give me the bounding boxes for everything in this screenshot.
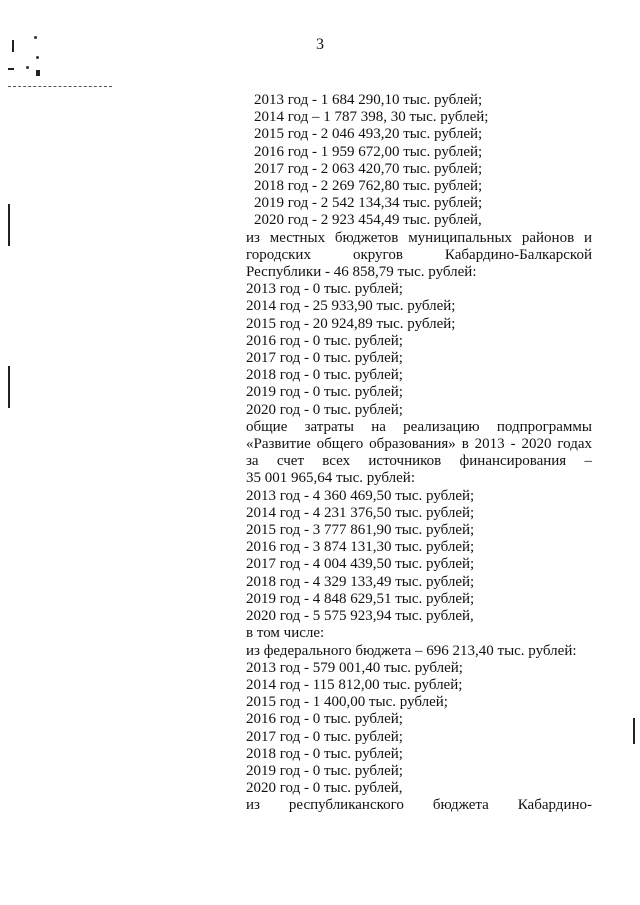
text-line: 2015 год - 2 046 493,20 тыс. рублей; xyxy=(254,126,483,143)
text-line: 2019 год - 2 542 134,34 тыс. рублей; xyxy=(254,195,483,212)
text-line: Республики - 46 858,79 тыс. рублей: xyxy=(246,264,477,281)
text-line: 2019 год - 0 тыс. рублей; xyxy=(246,762,403,779)
text-line: 2013 год - 0 тыс. рублей; xyxy=(246,281,403,298)
document-body xyxy=(246,92,592,815)
text-line: 2020 год - 5 575 923,94 тыс. рублей, xyxy=(246,608,474,625)
text-line: из федерального бюджета – 696 213,40 тыс. рублей: xyxy=(246,642,577,659)
text-line: 2020 год - 2 923 454,49 тыс. рублей, xyxy=(254,212,482,229)
page-number: 3 xyxy=(316,36,324,53)
text-line: 2020 год - 0 тыс. рублей, xyxy=(246,780,403,797)
text-line: 2018 год - 4 329 133,49 тыс. рублей; xyxy=(246,573,475,590)
text-line: городских округов Кабардино-Балкарской xyxy=(246,246,592,263)
text-line: 2017 год - 0 тыс. рублей; xyxy=(246,728,403,745)
text-line: 2019 год - 0 тыс. рублей; xyxy=(246,384,403,401)
text-line: 2020 год - 0 тыс. рублей; xyxy=(246,401,403,418)
text-line: 35 001 965,64 тыс. рублей: xyxy=(246,470,415,487)
text-line: из республиканского бюджета Кабардино- xyxy=(246,797,592,814)
text-line: 2013 год - 1 684 290,10 тыс. рублей; xyxy=(254,92,483,108)
text-line: 2018 год - 0 тыс. рублей; xyxy=(246,367,403,384)
text-line: 2014 год - 4 231 376,50 тыс. рублей; xyxy=(246,504,475,521)
text-line: 2015 год - 20 924,89 тыс. рублей; xyxy=(246,315,456,332)
text-line: 2015 год - 3 777 861,90 тыс. рублей; xyxy=(246,522,475,539)
text-line: 2018 год - 0 тыс. рублей; xyxy=(246,745,403,762)
text-line: из местных бюджетов муниципальных районов и xyxy=(246,229,592,246)
text-line: 2019 год - 4 848 629,51 тыс. рублей; xyxy=(246,590,475,607)
text-line: «Развитие общего образования» в 2013 - 2020 годах xyxy=(246,436,592,453)
text-line: 2016 год - 1 959 672,00 тыс. рублей; xyxy=(254,143,483,160)
text-line: 2016 год - 3 874 131,30 тыс. рублей; xyxy=(246,539,475,556)
text-line: за счет всех источников финансирования – xyxy=(246,453,592,470)
text-line: 2015 год - 1 400,00 тыс. рублей; xyxy=(246,694,448,711)
text-line: 2016 год - 0 тыс. рублей; xyxy=(246,332,403,349)
text-line: 2018 год - 2 269 762,80 тыс. рублей; xyxy=(254,178,483,195)
text-line: 2014 год - 115 812,00 тыс. рублей; xyxy=(246,676,463,693)
text-line: 2013 год - 579 001,40 тыс. рублей; xyxy=(246,659,463,676)
text-line: 2017 год - 0 тыс. рублей; xyxy=(246,350,403,367)
text-line: в том числе: xyxy=(246,625,325,642)
text-line: 2013 год - 4 360 469,50 тыс. рублей; xyxy=(246,487,475,504)
text-line: 2014 год - 25 933,90 тыс. рублей; xyxy=(246,298,456,315)
text-line: общие затраты на реализацию подпрограммы xyxy=(246,418,592,435)
text-line: 2016 год - 0 тыс. рублей; xyxy=(246,711,403,728)
text-line: 2017 год - 2 063 420,70 тыс. рублей; xyxy=(254,160,483,177)
text-line: 2017 год - 4 004 439,50 тыс. рублей; xyxy=(246,556,475,573)
text-line: 2014 год – 1 787 398, 30 тыс. рублей; xyxy=(254,109,489,126)
